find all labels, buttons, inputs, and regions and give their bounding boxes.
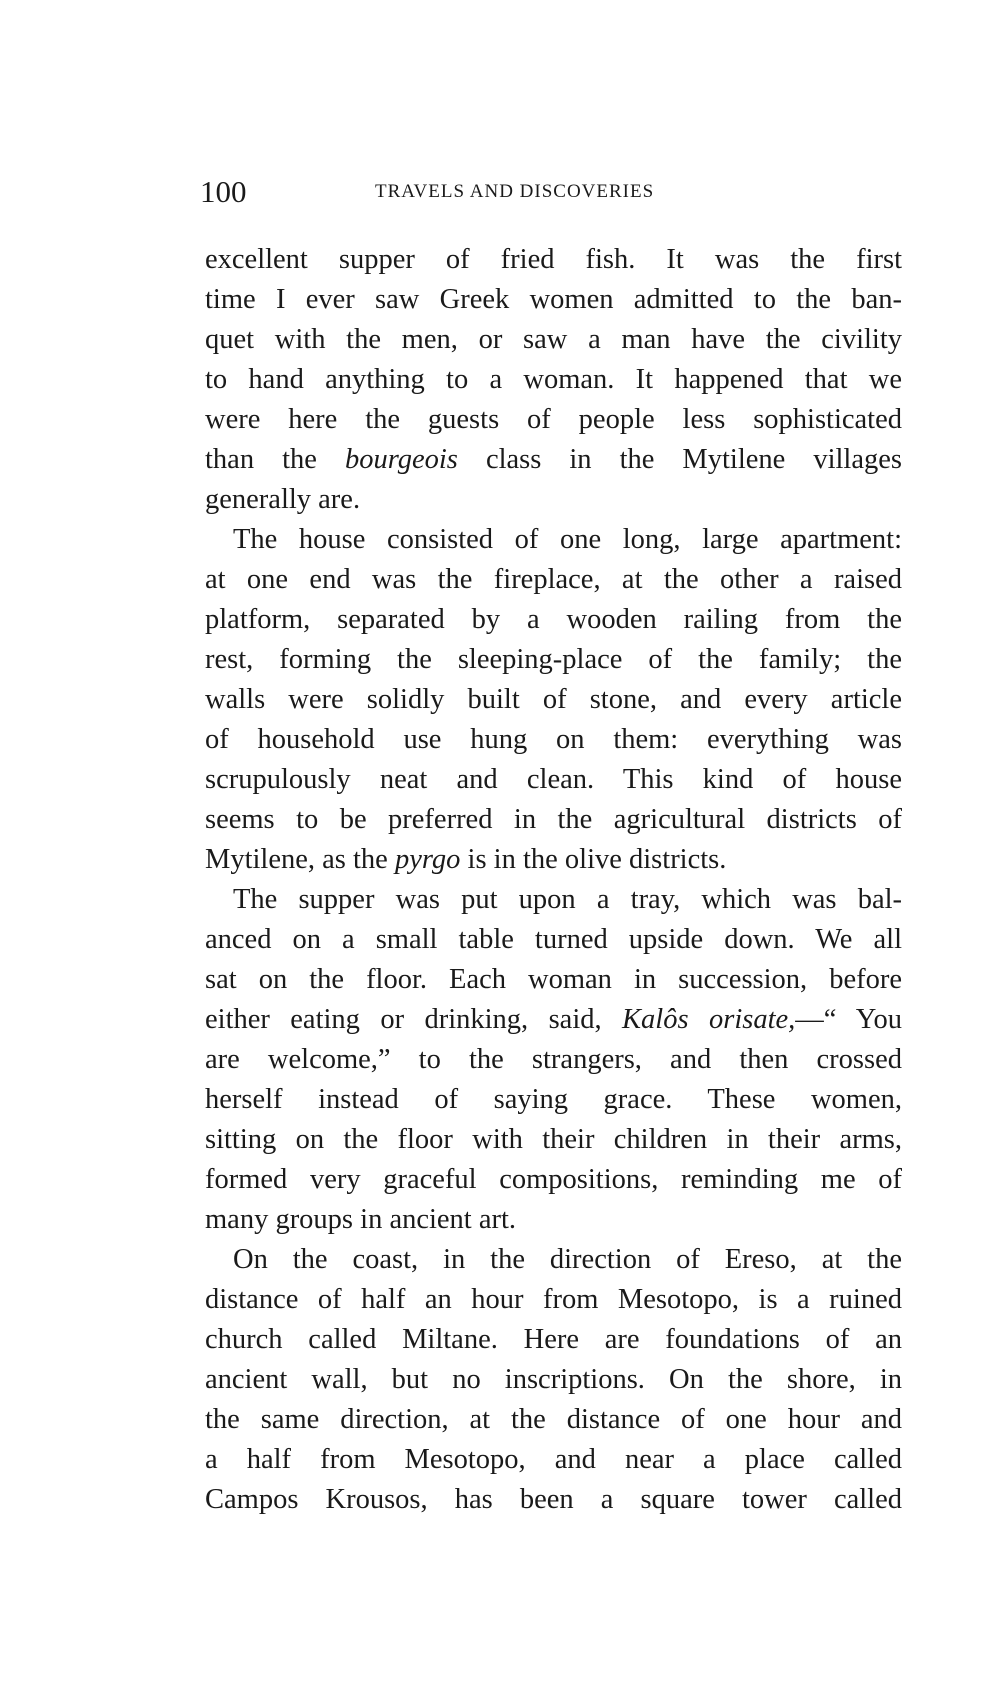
text-line: anced on a small table turned upside down. We all: [205, 924, 902, 955]
text-segment: than the: [205, 444, 345, 475]
text-line: The supper was put upon a tray, which was bal-: [233, 884, 902, 915]
text-line: church called Miltane. Here are foundations of an: [205, 1324, 902, 1355]
text-line: are welcome,” to the strangers, and then crossed: [205, 1044, 902, 1075]
paragraph: [205, 520, 902, 880]
text-line: The house consisted of one long, large apartment:: [233, 524, 902, 555]
text-line: the same direction, at the distance of one hour and: [205, 1404, 902, 1435]
text-line: rest, forming the sleeping-place of the family; the: [205, 644, 902, 675]
text-line: [205, 840, 902, 880]
text-line: were here the guests of people less sophisticated: [205, 404, 902, 435]
text-line: scrupulously neat and clean. This kind of house: [205, 764, 902, 795]
page-number: 100: [200, 174, 247, 209]
text-line: a half from Mesotopo, and near a place called: [205, 1444, 902, 1475]
text-segment: class in the Mytilene villages: [457, 444, 902, 475]
text-line: many groups in ancient art.: [205, 1204, 517, 1235]
text-line: [205, 440, 902, 480]
text-line: seems to be preferred in the agricultural districts of: [205, 804, 902, 835]
text-line: at one end was the fireplace, at the other a raised: [205, 564, 902, 595]
text-line: distance of half an hour from Mesotopo, is a ruined: [205, 1284, 902, 1315]
paragraph: [205, 1240, 902, 1520]
text-line: time I ever saw Greek women admitted to the ban-: [205, 284, 902, 315]
text-line: excellent supper of fried fish. It was the first: [205, 244, 902, 275]
text-segment: Mytilene, as the: [205, 844, 395, 875]
text-segment: is in the olive districts.: [460, 844, 727, 875]
text-line: ancient wall, but no inscriptions. On the shore, in: [205, 1364, 902, 1395]
text-line: formed very graceful compositions, reminding me of: [205, 1164, 902, 1195]
text-line: generally are.: [205, 484, 361, 515]
italic-term: Kalôs orisate,: [622, 1004, 796, 1035]
running-head: TRAVELS AND DISCOVERIES: [375, 181, 655, 202]
text-line: platform, separated by a wooden railing from the: [205, 604, 902, 635]
text-line: On the coast, in the direction of Ereso, at the: [233, 1244, 902, 1275]
text-segment: either eating or drinking, said,: [205, 1004, 623, 1035]
text-line: sat on the floor. Each woman in succession, before: [205, 964, 902, 995]
italic-term: pyrgo: [394, 844, 461, 875]
text-line: [205, 1000, 902, 1040]
text-line: sitting on the floor with their children in their arms,: [205, 1124, 902, 1155]
text-line: walls were solidly built of stone, and every article: [205, 684, 902, 715]
text-line: herself instead of saying grace. These women,: [205, 1084, 902, 1115]
text-segment: —“ You: [795, 1004, 903, 1035]
paragraph: [205, 880, 902, 1240]
italic-term: bourgeois: [344, 444, 458, 475]
body-text: [205, 240, 902, 1520]
paragraph: [205, 240, 902, 520]
text-line: Campos Krousos, has been a square tower called: [205, 1484, 902, 1515]
page-header: [200, 172, 740, 212]
text-line: quet with the men, or saw a man have the civility: [205, 324, 902, 355]
text-line: to hand anything to a woman. It happened that we: [205, 364, 902, 395]
text-line: of household use hung on them: everything was: [205, 724, 902, 755]
